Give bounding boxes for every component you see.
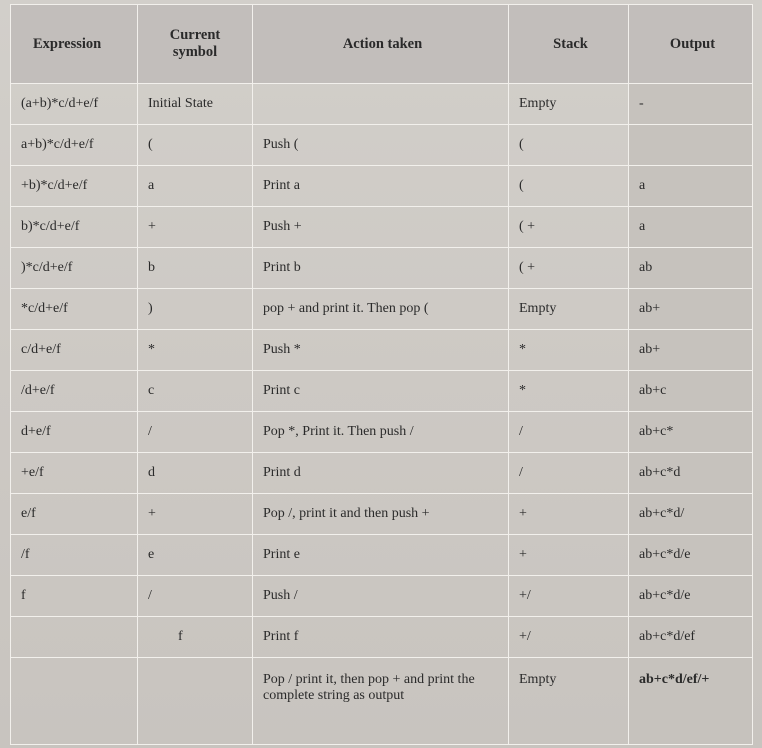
symbol-cell [138, 658, 253, 745]
output-cell: ab+c*d/ef/+ [629, 658, 753, 745]
expression-cell: /f [11, 535, 138, 576]
action-cell: Print e [253, 535, 509, 576]
table-row [11, 125, 753, 166]
stack-cell: Empty [509, 289, 629, 330]
header-stack: Stack [509, 5, 629, 84]
header-expression: Expression [11, 5, 138, 84]
output-cell [629, 125, 753, 166]
table-row [11, 289, 753, 330]
output-cell: ab+ [629, 330, 753, 371]
expression-cell: b)*c/d+e/f [11, 207, 138, 248]
action-cell: Print c [253, 371, 509, 412]
stack-cell: ( [509, 166, 629, 207]
stack-cell: +/ [509, 576, 629, 617]
stack-cell: * [509, 330, 629, 371]
table-row [11, 330, 753, 371]
action-cell: Print b [253, 248, 509, 289]
action-cell: Pop / print it, then pop + and print the complete string as output [253, 658, 509, 745]
stack-cell: ( + [509, 248, 629, 289]
table-row [11, 248, 753, 289]
expression-cell: e/f [11, 494, 138, 535]
action-cell: pop + and print it. Then pop ( [253, 289, 509, 330]
expression-cell: +b)*c/d+e/f [11, 166, 138, 207]
symbol-cell: e [138, 535, 253, 576]
output-cell: ab+c*d/e [629, 535, 753, 576]
action-cell: Push / [253, 576, 509, 617]
table-row [11, 617, 753, 658]
action-cell: Print f [253, 617, 509, 658]
action-cell: Pop /, print it and then push + [253, 494, 509, 535]
output-cell: ab+c* [629, 412, 753, 453]
symbol-cell: a [138, 166, 253, 207]
stack-cell: ( + [509, 207, 629, 248]
symbol-cell: * [138, 330, 253, 371]
stack-cell: +/ [509, 617, 629, 658]
symbol-cell: + [138, 494, 253, 535]
output-cell: ab+c*d/e [629, 576, 753, 617]
expression-cell: )*c/d+e/f [11, 248, 138, 289]
action-cell [253, 84, 509, 125]
stack-cell: / [509, 453, 629, 494]
action-cell: Print d [253, 453, 509, 494]
output-cell: a [629, 166, 753, 207]
table-row [11, 453, 753, 494]
symbol-cell: d [138, 453, 253, 494]
expression-cell [11, 617, 138, 658]
stack-cell: Empty [509, 658, 629, 745]
table-row [11, 576, 753, 617]
symbol-cell: c [138, 371, 253, 412]
output-cell: a [629, 207, 753, 248]
stack-cell: ( [509, 125, 629, 166]
output-cell: ab+c [629, 371, 753, 412]
symbol-cell: Initial State [138, 84, 253, 125]
action-cell: Push ( [253, 125, 509, 166]
expression-cell: +e/f [11, 453, 138, 494]
output-cell: ab+c*d [629, 453, 753, 494]
table-row [11, 207, 753, 248]
symbol-cell: / [138, 412, 253, 453]
symbol-cell: ( [138, 125, 253, 166]
expression-cell: /d+e/f [11, 371, 138, 412]
expression-cell: c/d+e/f [11, 330, 138, 371]
output-cell: - [629, 84, 753, 125]
symbol-cell: f [138, 617, 253, 658]
stack-cell: * [509, 371, 629, 412]
header-action-taken: Action taken [253, 5, 509, 84]
header-current-symbol: Current symbol [138, 5, 253, 84]
table-row [11, 494, 753, 535]
symbol-cell: b [138, 248, 253, 289]
output-cell: ab [629, 248, 753, 289]
table-row [11, 166, 753, 207]
infix-to-postfix-table [10, 4, 753, 745]
action-cell: Print a [253, 166, 509, 207]
header-output: Output [629, 5, 753, 84]
table-row [11, 535, 753, 576]
stack-cell: + [509, 494, 629, 535]
action-cell: Push * [253, 330, 509, 371]
output-cell: ab+c*d/ef [629, 617, 753, 658]
table-row [11, 412, 753, 453]
stack-cell: / [509, 412, 629, 453]
expression-cell: (a+b)*c/d+e/f [11, 84, 138, 125]
header-row [11, 5, 753, 84]
stack-cell: Empty [509, 84, 629, 125]
expression-cell: f [11, 576, 138, 617]
table-row [11, 84, 753, 125]
expression-cell: a+b)*c/d+e/f [11, 125, 138, 166]
table-row [11, 658, 753, 745]
expression-cell: d+e/f [11, 412, 138, 453]
output-cell: ab+ [629, 289, 753, 330]
expression-cell [11, 658, 138, 745]
symbol-cell: ) [138, 289, 253, 330]
table-row [11, 371, 753, 412]
expression-cell: *c/d+e/f [11, 289, 138, 330]
action-cell: Pop *, Print it. Then push / [253, 412, 509, 453]
symbol-cell: / [138, 576, 253, 617]
stack-cell: + [509, 535, 629, 576]
action-cell: Push + [253, 207, 509, 248]
symbol-cell: + [138, 207, 253, 248]
output-cell: ab+c*d/ [629, 494, 753, 535]
